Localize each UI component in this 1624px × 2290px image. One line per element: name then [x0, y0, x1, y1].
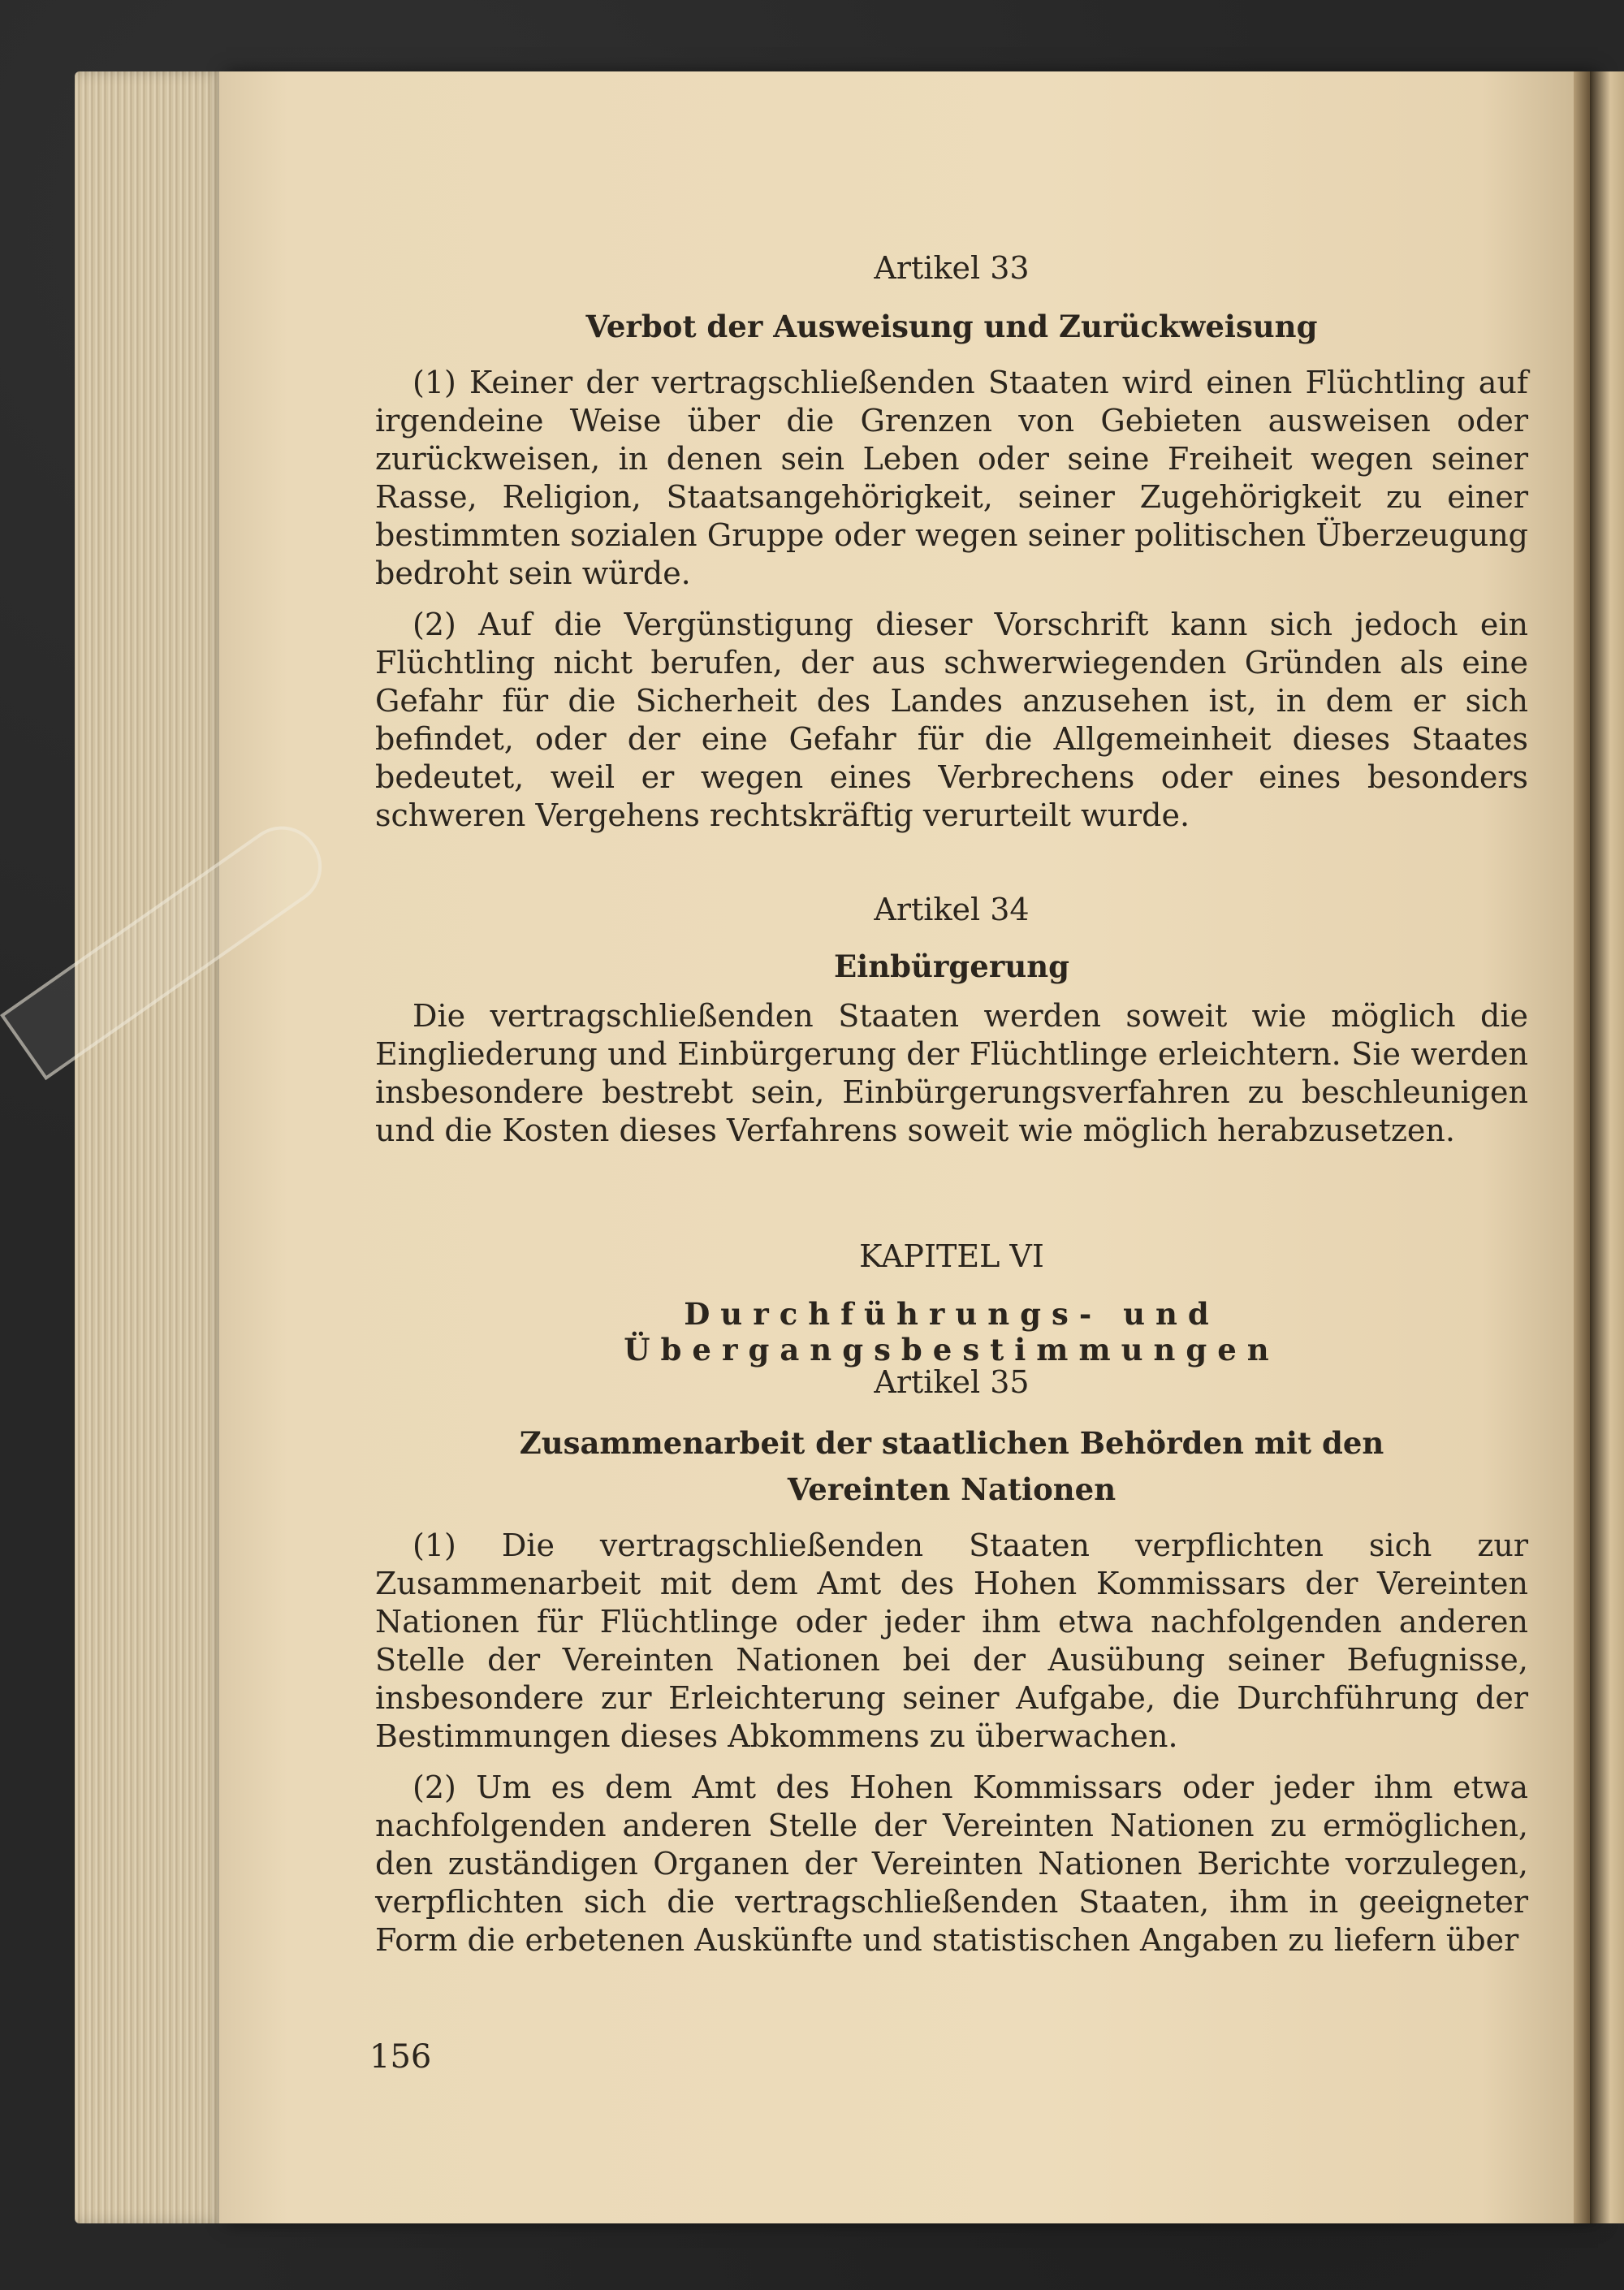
chapter-subtitle: Durchführungs- und Übergangsbestimmungen: [624, 1296, 1280, 1368]
article-33-subtitle: Verbot der Ausweisung und Zurückweisung: [585, 309, 1318, 344]
article-33-body: [375, 364, 1528, 835]
article-35-paragraph-2: (2) Um es dem Amt des Hohen Kommissars oder jeder ihm etwa nachfolgenden anderen Stelle der Vereinten Nationen zu ermöglichen, den zuständigen Organen der Vereinten Nationen Berichte vorzulegen, verpflichten sich die vertragschließenden Staaten, ihm in geeigneter Form die erbetenen Auskünfte und statistischen Angaben zu liefern über: [375, 1769, 1528, 1958]
article-34-subtitle: Einbürgerung: [833, 948, 1069, 984]
page-stack-edges: [75, 71, 229, 2223]
article-33-paragraph-1: (1) Keiner der vertragschließenden Staaten wird einen Flüchtling auf irgendeine Weise über die Grenzen von Gebieten ausweisen oder zurückweisen, in denen sein Leben oder seine Freiheit wegen seiner Rasse, Religion, Staatsangehörigkeit, seiner Zugehörigkeit zu einer bestimmten sozialen Gruppe oder wegen seiner politischen Überzeugung bedroht sein würde.: [375, 365, 1528, 591]
facing-page-edge: [1590, 71, 1624, 2223]
article-35-subtitle-line-1: Zusammenarbeit der staatlichen Behörden mit den: [519, 1425, 1384, 1461]
chapter-title: KAPITEL VI: [859, 1238, 1044, 1274]
article-33-paragraph-2: (2) Auf die Vergünstigung dieser Vorschrift kann sich jedoch ein Flüchtling nicht berufen, der aus schwerwiegenden Gründen als eine Gefahr für die Sicherheit des Landes anzusehen ist, in dem er sich befindet, oder der eine Gefahr für die Allgemeinheit dieses Staates bedeutet, weil er wegen eines Verbrechens oder eines besonders schweren Vergehens rechtskräftig verurteilt wurde.: [375, 607, 1528, 833]
article-33-title: Artikel 33: [874, 250, 1030, 286]
article-34-paragraph-1: Die vertragschließenden Staaten werden soweit wie möglich die Eingliederung und Einbürgerung der Flüchtlinge erleichtern. Sie werden insbesondere bestrebt sein, Einbürgerungsverfahren zu beschleunigen und die Kosten dieses Verfahrens soweit wie möglich herabzusetzen.: [375, 998, 1528, 1148]
article-34-title: Artikel 34: [874, 892, 1030, 927]
article-35-subtitle-line-2: Vereinten Nationen: [787, 1471, 1116, 1507]
article-35-body: [375, 1527, 1528, 1959]
article-35-title: Artikel 35: [874, 1364, 1030, 1400]
article-34-body: [375, 997, 1528, 1150]
page-number: 156: [369, 2038, 432, 2076]
article-35-paragraph-1: (1) Die vertragschließenden Staaten verpflichten sich zur Zusammenarbeit mit dem Amt des Hohen Kommissars der Vereinten Nationen für Flüchtlinge oder jeder ihm etwa nachfolgenden anderen Stelle der Vereinten Nationen bei der Ausübung seiner Befugnisse, insbesondere zur Erleichterung seiner Aufgabe, die Durchführung der Bestimmungen dieses Abkommens zu überwachen.: [375, 1527, 1528, 1754]
